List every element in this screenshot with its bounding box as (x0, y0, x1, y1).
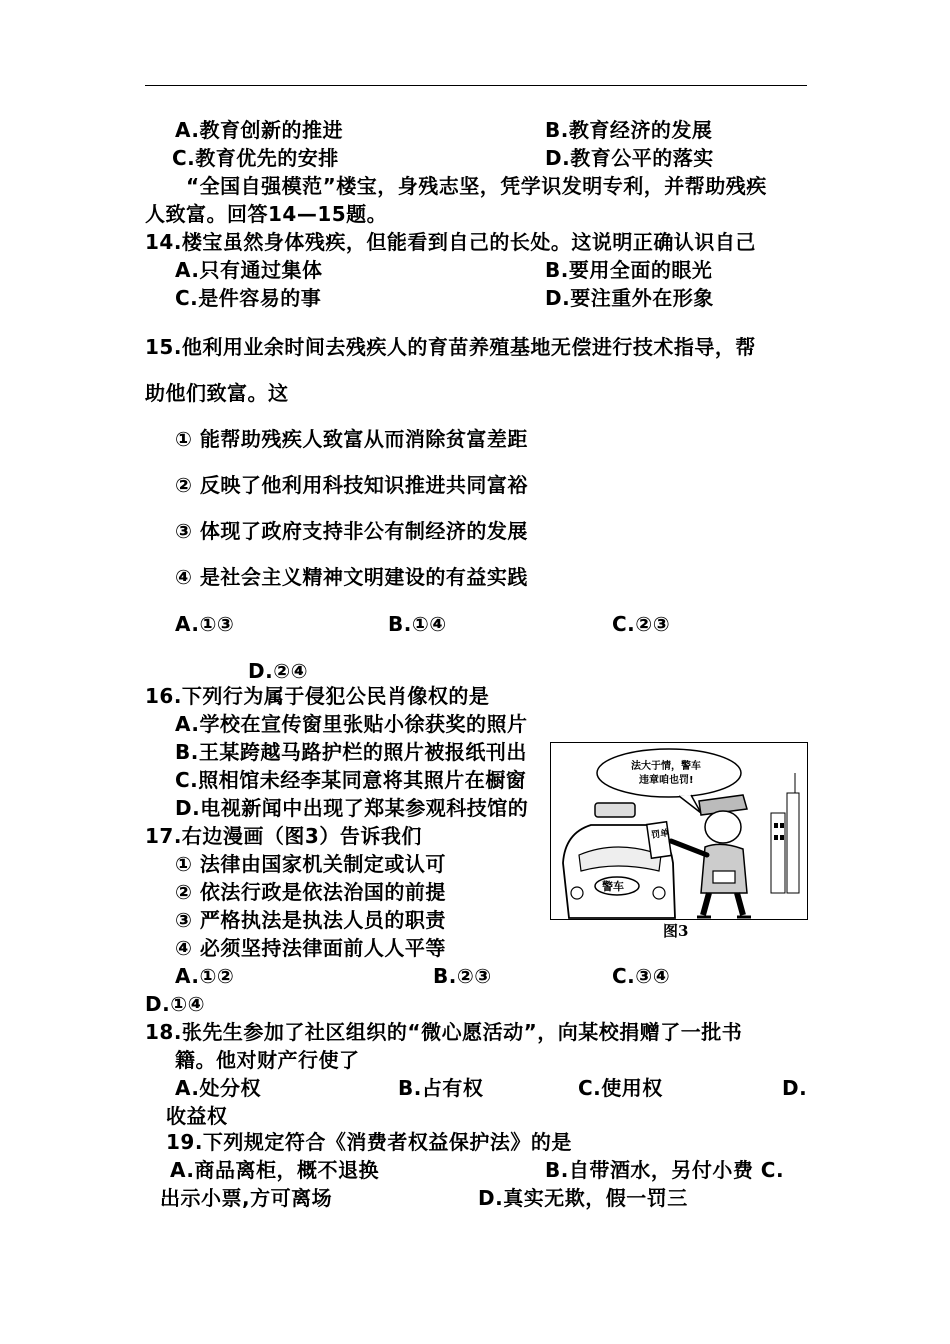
cartoon-illustration (551, 743, 807, 919)
q17-option-a: A.①② (175, 964, 235, 988)
q15-stem-2: 助他们致富。这 (145, 381, 289, 405)
q17-stem: 17.右边漫画（图3）告诉我们 (145, 824, 422, 848)
q18-option-d: D. (782, 1076, 808, 1100)
q16-option-b: B.王某跨越马路护栏的照片被报纸刊出 (175, 740, 527, 764)
q18-stem-2: 籍。他对财产行使了 (175, 1048, 360, 1072)
q17-statement-2: ② 依法行政是依法治国的前提 (175, 880, 446, 904)
q15-stem-1: 15.他利用业余时间去残疾人的育苗养殖基地无偿进行技术指导，帮 (145, 335, 756, 359)
q18-option-d-text: 收益权 (166, 1104, 228, 1128)
q17-option-c: C.③④ (612, 964, 671, 988)
q15-option-d: D.②④ (248, 659, 309, 683)
q13-option-a: A.教育创新的推进 (175, 118, 343, 142)
q15-statement-2: ② 反映了他利用科技知识推进共同富裕 (175, 473, 528, 497)
q14-option-a: A.只有通过集体 (175, 258, 323, 282)
q13-option-c: C.教育优先的安排 (172, 146, 339, 170)
q19-option-a: A.商品离柜，概不退换 (170, 1158, 379, 1182)
q19-option-d: D.真实无欺，假一罚三 (478, 1186, 688, 1210)
figure-caption: 图3 (663, 922, 689, 940)
q19-option-c: 出示小票,方可离场 (160, 1186, 333, 1210)
ticket-label: 罚单 (650, 828, 670, 841)
q15-statement-4: ④ 是社会主义精神文明建设的有益实践 (175, 565, 528, 589)
q15-option-c: C.②③ (612, 612, 671, 636)
q15-statement-1: ① 能帮助残疾人致富从而消除贫富差距 (175, 427, 528, 451)
q14-stem: 14.楼宝虽然身体残疾，但能看到自己的长处。这说明正确认识自己 (145, 230, 756, 254)
q14-option-d: D.要注重外在形象 (545, 286, 714, 310)
q19-stem: 19.下列规定符合《消费者权益保护法》的是 (166, 1130, 572, 1154)
bubble-text-1: 法大于情，警车 (631, 761, 701, 772)
q13-option-d: D.教育公平的落实 (545, 146, 714, 170)
bubble-text-2: 违章咱也罚! (639, 775, 694, 786)
q16-option-d: D.电视新闻中出现了郑某参观科技馆的 (175, 796, 529, 820)
car-label: 警车 (602, 880, 624, 893)
q15-option-a: A.①③ (175, 612, 235, 636)
q18-option-a: A.处分权 (175, 1076, 261, 1100)
q18-option-c: C.使用权 (578, 1076, 663, 1100)
q13-option-b: B.教育经济的发展 (545, 118, 713, 142)
q16-option-c: C.照相馆未经李某同意将其照片在橱窗 (175, 768, 527, 792)
q18-stem-1: 18.张先生参加了社区组织的“微心愿活动”，向某校捐赠了一批书 (145, 1020, 743, 1044)
q14-option-c: C.是件容易的事 (175, 286, 322, 310)
header-rule (145, 85, 807, 86)
q17-option-d: D.①④ (145, 992, 206, 1016)
q17-statement-4: ④ 必须坚持法律面前人人平等 (175, 936, 446, 960)
q19-option-b: B.自带酒水，另付小费 C. (545, 1158, 785, 1182)
q15-statement-3: ③ 体现了政府支持非公有制经济的发展 (175, 519, 528, 543)
intro-line-1: “全国自强模范”楼宝，身残志坚，凭学识发明专利，并帮助残疾 (186, 174, 767, 198)
q18-option-b: B.占有权 (398, 1076, 484, 1100)
intro-line-2: 人致富。回答14—15题。 (145, 202, 388, 226)
q17-statement-3: ③ 严格执法是执法人员的职责 (175, 908, 446, 932)
q17-option-b: B.②③ (433, 964, 492, 988)
q16-option-a: A.学校在宣传窗里张贴小徐获奖的照片 (175, 712, 528, 736)
q17-statement-1: ① 法律由国家机关制定或认可 (175, 852, 446, 876)
q14-option-b: B.要用全面的眼光 (545, 258, 713, 282)
q15-option-b: B.①④ (388, 612, 447, 636)
q16-stem: 16.下列行为属于侵犯公民肖像权的是 (145, 684, 490, 708)
cartoon-figure (550, 742, 808, 920)
